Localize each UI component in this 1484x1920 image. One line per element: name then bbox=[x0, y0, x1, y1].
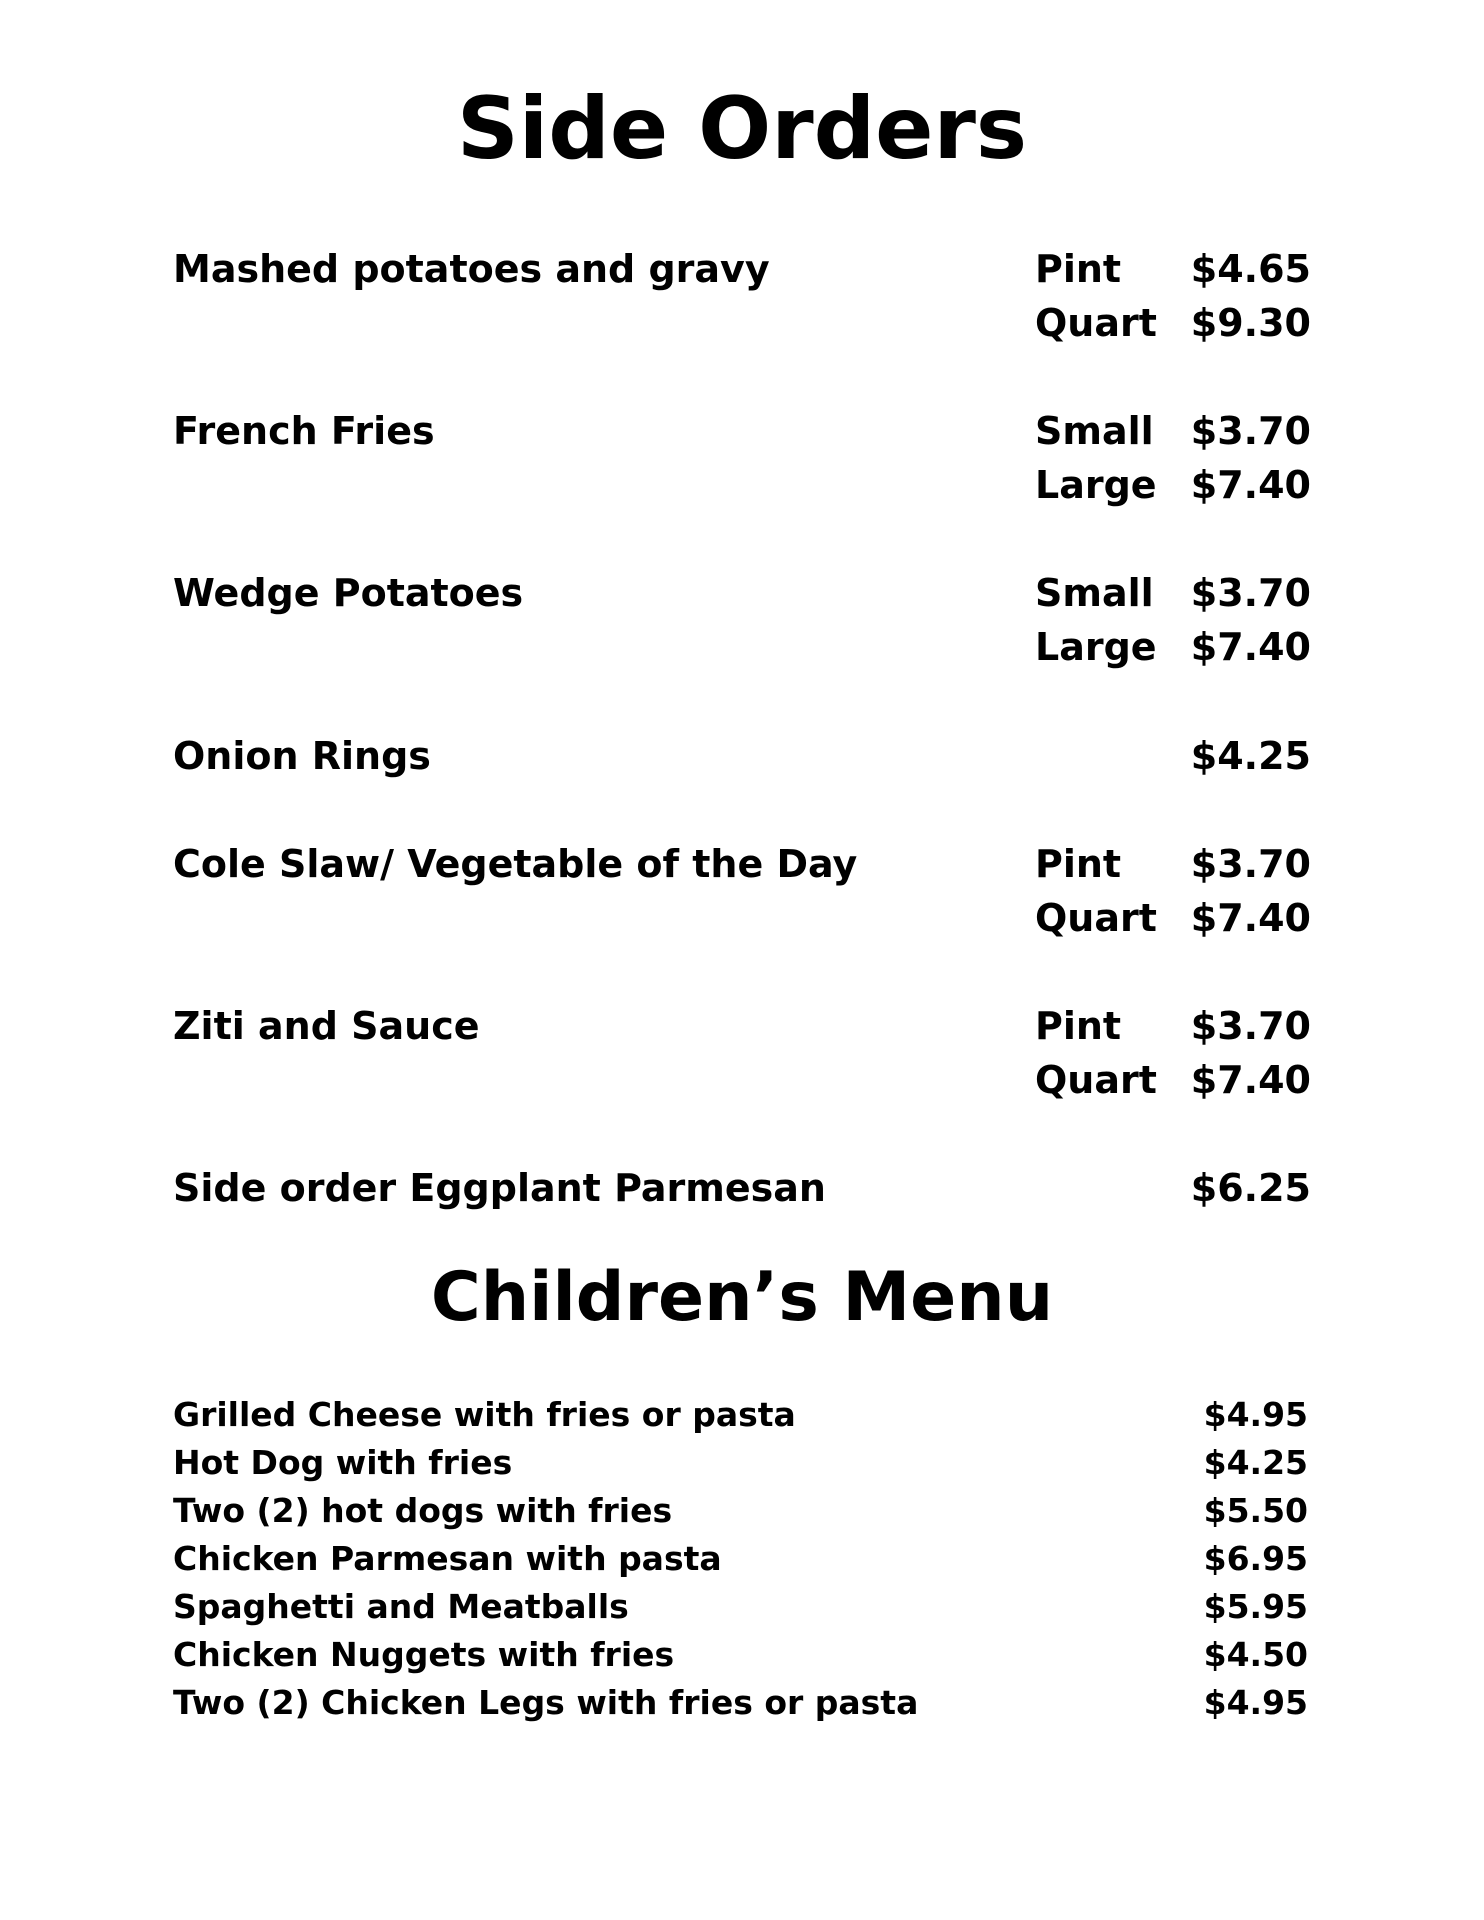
item-price: $5.95 bbox=[1203, 1587, 1308, 1626]
item-name: Spaghetti and Meatballs bbox=[173, 1587, 629, 1626]
item-size: Large bbox=[1035, 463, 1157, 507]
item-price: $3.70 bbox=[1190, 842, 1311, 886]
item-size: Quart bbox=[1035, 301, 1157, 345]
item-name: Two (2) hot dogs with fries bbox=[173, 1491, 673, 1530]
item-name: Mashed potatoes and gravy bbox=[173, 247, 770, 291]
item-size: Quart bbox=[1035, 896, 1157, 940]
item-name: French Fries bbox=[173, 409, 435, 453]
item-price: $4.25 bbox=[1203, 1443, 1308, 1482]
item-price: $7.40 bbox=[1190, 1058, 1311, 1102]
item-price: $7.40 bbox=[1190, 625, 1311, 669]
item-price: $3.70 bbox=[1190, 409, 1311, 453]
item-name: Two (2) Chicken Legs with fries or pasta bbox=[173, 1683, 919, 1722]
item-price: $7.40 bbox=[1190, 463, 1311, 507]
item-name: Onion Rings bbox=[173, 734, 431, 778]
item-price: $4.95 bbox=[1203, 1395, 1308, 1434]
item-price: $4.25 bbox=[1190, 734, 1311, 778]
item-name: Ziti and Sauce bbox=[173, 1004, 480, 1048]
item-size: Pint bbox=[1035, 247, 1122, 291]
item-size: Small bbox=[1035, 571, 1154, 615]
item-size: Pint bbox=[1035, 842, 1122, 886]
item-price: $9.30 bbox=[1190, 301, 1311, 345]
item-price: $3.70 bbox=[1190, 571, 1311, 615]
childrens-menu-title: Children’s Menu bbox=[430, 1258, 1054, 1337]
item-name: Wedge Potatoes bbox=[173, 571, 524, 615]
item-name: Side order Eggplant Parmesan bbox=[173, 1166, 826, 1210]
item-size: Small bbox=[1035, 409, 1154, 453]
item-name: Cole Slaw/ Vegetable of the Day bbox=[173, 842, 858, 886]
item-price: $4.95 bbox=[1203, 1683, 1308, 1722]
item-name: Grilled Cheese with fries or pasta bbox=[173, 1395, 796, 1434]
item-name: Chicken Parmesan with pasta bbox=[173, 1539, 722, 1578]
item-size: Quart bbox=[1035, 1058, 1157, 1102]
item-price: $6.95 bbox=[1203, 1539, 1308, 1578]
item-price: $4.65 bbox=[1190, 247, 1311, 291]
item-price: $4.50 bbox=[1203, 1635, 1308, 1674]
item-name: Hot Dog with fries bbox=[173, 1443, 513, 1482]
item-price: $3.70 bbox=[1190, 1004, 1311, 1048]
item-price: $5.50 bbox=[1203, 1491, 1308, 1530]
item-size: Large bbox=[1035, 625, 1157, 669]
item-name: Chicken Nuggets with fries bbox=[173, 1635, 675, 1674]
side-orders-title: Side Orders bbox=[456, 79, 1028, 179]
item-price: $6.25 bbox=[1190, 1166, 1311, 1210]
item-size: Pint bbox=[1035, 1004, 1122, 1048]
item-price: $7.40 bbox=[1190, 896, 1311, 940]
